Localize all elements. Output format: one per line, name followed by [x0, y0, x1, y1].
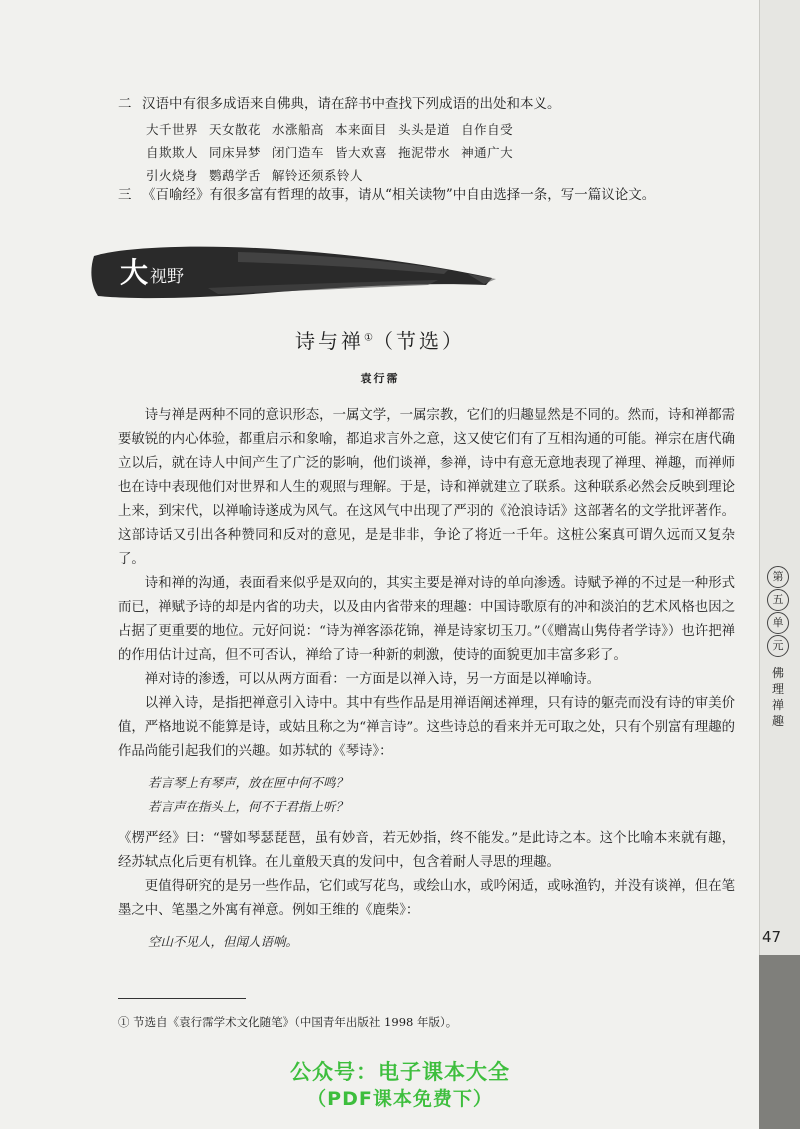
- idiom: 大千世界: [146, 122, 199, 137]
- exercise-number: 三: [118, 187, 132, 203]
- banner-small-text: 视野: [150, 267, 185, 287]
- idiom: 同床异梦: [209, 145, 262, 160]
- idiom: 本来面目: [335, 122, 388, 137]
- idiom: 闭门造车: [272, 145, 325, 160]
- unit-char: 五: [767, 589, 789, 611]
- idiom: 解铃还须系铃人: [272, 168, 364, 183]
- idiom: 鹦鹉学舌: [209, 168, 262, 183]
- idiom: 天女散花: [209, 122, 262, 137]
- idiom-row: [146, 118, 524, 141]
- exercise-number: 二: [118, 96, 132, 112]
- article-title-suffix: （节选）: [372, 329, 465, 353]
- article-title-text: 诗与禅: [295, 329, 365, 353]
- banner-big-char: 大: [120, 256, 149, 289]
- paragraph: 诗和禅的沟通，表面看来似乎是双向的，其实主要是禅对诗的单向渗透。诗赋予禅的不过是一种形式而已，禅赋予诗的却是内省的功夫，以及由内省带来的理趣：中国诗歌原有的冲和淡泊的艺术风格也因之占据了更重要的地位。元好问说：“诗为禅客添花锦，禅是诗家切玉刀。”（《赠嵩山隽侍者学诗》）也许把禅的作用估计过高，但不可否认，禅给了诗一种新的刺激，使诗的面貌更加丰富多彩了。: [118, 576, 735, 663]
- idiom: 头头是道: [398, 122, 451, 137]
- exercise-item-3: [118, 184, 655, 206]
- exercise-text: 汉语中有很多成语来自佛典，请在辞书中查找下列成语的出处和本义。: [142, 96, 561, 112]
- idiom: 水涨船高: [272, 122, 325, 137]
- poem-line: 若言声在指头上，何不于君指上听？: [148, 799, 349, 814]
- exercise-item-2: [118, 93, 561, 115]
- section-banner: [88, 238, 498, 304]
- paragraph: 更值得研究的是另一些作品，它们或写花鸟，或绘山水，或吟闲适，或咏渔钓，并没有谈禅，但在笔墨之中、笔墨之外寓有禅意。例如王维的《鹿柴》：: [118, 879, 735, 918]
- idiom: 拖泥带水: [398, 145, 451, 160]
- unit-tag: [763, 566, 793, 729]
- idiom: 神通广大: [461, 145, 514, 160]
- footnote-ref: ①: [364, 332, 373, 344]
- poem-line: 空山不见人，但闻人语响。: [148, 934, 299, 949]
- poem-qinshi: [148, 771, 735, 819]
- paragraph: 《楞严经》曰：“譬如琴瑟琵琶，虽有妙音，若无妙指，终不能发。”是此诗之本。这个比喻本来就有趣，经苏轼点化后更有机锋。在儿童般天真的发问中，包含着耐人寻思的理趣。: [118, 831, 735, 870]
- page-number: 47: [762, 928, 782, 946]
- idiom-list: [146, 118, 524, 187]
- idiom: 皆大欢喜: [335, 145, 388, 160]
- unit-char: 单: [767, 612, 789, 634]
- paragraph: 以禅入诗，是指把禅意引入诗中。其中有些作品是用禅语阐述禅理，只有诗的躯壳而没有诗的审美价值，严格地说不能算是诗，或姑且称之为“禅言诗”。这些诗总的看来并无可取之处，只有个别富有理趣的作品尚能引起我们的兴趣。如苏轼的《琴诗》：: [118, 696, 735, 759]
- poem-luzhai: [148, 930, 735, 954]
- idiom: 自欺欺人: [146, 145, 199, 160]
- unit-char: 元: [767, 635, 789, 657]
- unit-char: 第: [767, 566, 789, 588]
- footnote: ① 节选自《袁行霈学术文化随笔》（中国青年出版社 1998 年版）。: [118, 1015, 458, 1029]
- banner-title: [120, 251, 184, 291]
- idiom: 自作自受: [461, 122, 514, 137]
- exercise-text: 《百喻经》有很多富有哲理的故事，请从“相关读物”中自由选择一条，写一篇议论文。: [142, 187, 656, 203]
- unit-theme: 佛理禅趣: [771, 666, 784, 728]
- poem-line: 若言琴上有琴声，放在匣中何不鸣？: [148, 775, 349, 790]
- article-author: 袁行霈: [360, 372, 400, 385]
- page-edge-band: [759, 0, 800, 955]
- watermark-line: （PDF课本免费下）: [307, 1088, 493, 1110]
- idiom: 引火烧身: [146, 168, 199, 183]
- footnote-divider: [118, 998, 246, 999]
- watermark-line: 公众号：电子课本大全: [290, 1060, 510, 1084]
- article-body: [118, 404, 735, 962]
- article-title: [0, 325, 760, 354]
- watermark: [0, 1058, 800, 1112]
- paragraph: 诗与禅是两种不同的意识形态，一属文学，一属宗教，它们的归趣显然是不同的。然而，诗和禅都需要敏锐的内心体验，都重启示和象喻，都追求言外之意，这又使它们有了互相沟通的可能。禅宗在唐代确立以后，就在诗人中间产生了广泛的影响，他们谈禅，参禅，诗中有意无意地表现了禅理、禅趣，而禅师也在诗中表现他们对世界和人生的观照与理解。于是，诗和禅就建立了联系。这种联系必然会反映到理论上来，到宋代，以禅喻诗遂成为风气。在这风气中出现了严羽的《沧浪诗话》这部著名的文学批评著作。这部诗话又引出各种赞同和反对的意见，是是非非，争论了将近一千年。这桩公案真可谓久远而又复杂了。: [118, 408, 735, 567]
- idiom-row: [146, 141, 524, 164]
- paragraph: 禅对诗的渗透，可以从两方面看：一方面是以禅入诗，另一方面是以禅喻诗。: [144, 672, 601, 687]
